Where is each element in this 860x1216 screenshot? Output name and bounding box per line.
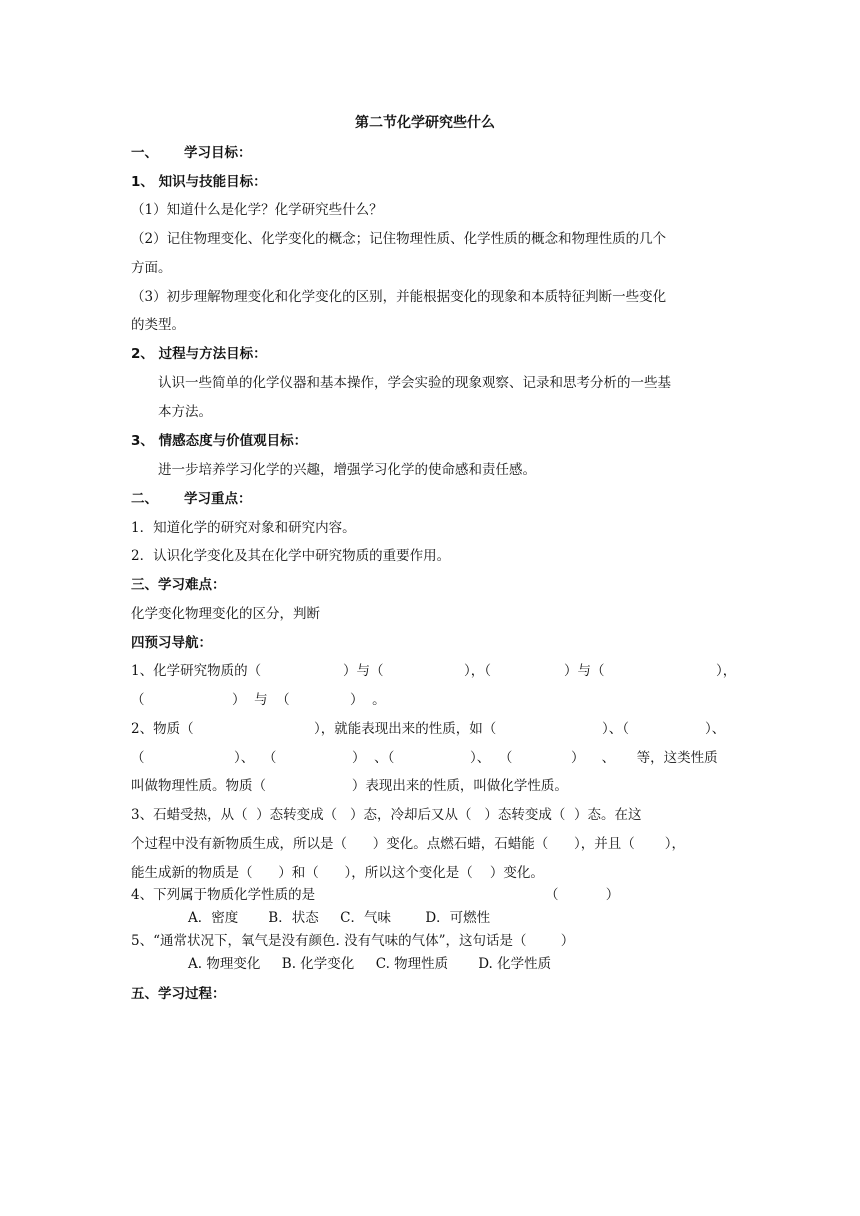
section-2-number: 二、 bbox=[131, 491, 158, 507]
q1-fragment: ），（ bbox=[464, 663, 491, 679]
q3-line: 能生成新的物质是（ ）和（ ），所以这个变化是（ ）变化。 bbox=[131, 865, 544, 881]
q1-fragment: ）与（ bbox=[564, 663, 605, 679]
objective-line: 的类型。 bbox=[131, 317, 185, 333]
q1-fragment: （ bbox=[131, 692, 145, 708]
q2-fragment: 叫做物理性质。物质（ ）表现出来的性质，叫做化学性质。 bbox=[131, 778, 568, 794]
q1-fragment: ）， bbox=[716, 663, 737, 679]
q1-fragment: ） 与 （ bbox=[232, 692, 290, 708]
objective-line: （2）记住物理变化、化学变化的概念；记住物理性质、化学性质的概念和物理性质的几个 bbox=[131, 231, 667, 247]
q2-fragment: ） 、 等，这类性质 bbox=[571, 750, 718, 766]
subsection-3-heading: 3、 情感态度与价值观目标： bbox=[131, 433, 308, 449]
section-5-heading: 五、学习过程： bbox=[131, 986, 226, 1002]
subsection-2-heading: 2、 过程与方法目标： bbox=[131, 346, 267, 362]
q4-answer-bracket: （ ） bbox=[545, 887, 620, 903]
q1-fragment: 1、化学研究物质的（ bbox=[131, 663, 262, 679]
objective-line: （3）初步理解物理变化和化学变化的区别，并能根据变化的现象和本质特征判断一些变化 bbox=[131, 289, 667, 305]
page-title: 第二节化学研究些什么 bbox=[355, 115, 495, 131]
process-method-line: 认识一些简单的化学仪器和基本操作，学会实验的现象观察、记录和思考分析的一些基 bbox=[158, 375, 671, 391]
q2-fragment: （ bbox=[131, 750, 145, 766]
q1-fragment: ）与（ bbox=[343, 663, 384, 679]
q2-fragment: ），就能表现出来的性质，如（ bbox=[314, 721, 497, 737]
attitude-line: 进一步培养学习化学的兴趣，增强学习化学的使命感和责任感。 bbox=[158, 462, 536, 478]
section-3-heading: 三、学习难点： bbox=[131, 577, 226, 593]
objective-line: （1）知道什么是化学？化学研究些什么？ bbox=[131, 202, 383, 218]
section-2-heading: 学习重点： bbox=[184, 491, 252, 507]
q2-fragment: ）、 bbox=[705, 721, 726, 737]
process-method-line: 本方法。 bbox=[158, 404, 212, 420]
q5-options: A. 物理变化 B. 化学变化 C. 物理性质 D. 化学性质 bbox=[188, 956, 552, 972]
section-4-heading: 四预习导航： bbox=[131, 635, 212, 651]
objective-line: 方面。 bbox=[131, 260, 172, 276]
q2-fragment: 2、物质（ bbox=[131, 721, 194, 737]
q3-line: 个过程中没有新物质生成，所以是（ ）变化。点燃石蜡，石蜡能（ ），并且（ ）， bbox=[131, 836, 686, 852]
q4-options: A．密度 B．状态 C．气味 D．可燃性 bbox=[188, 910, 491, 926]
key-point-item: 1．知道化学的研究对象和研究内容。 bbox=[131, 520, 356, 536]
q2-fragment: ）、 （ bbox=[234, 750, 277, 766]
subsection-1-heading: 1、 知识与技能目标： bbox=[131, 174, 267, 190]
section-1-heading: 学习目标： bbox=[184, 145, 252, 161]
q1-fragment: ） 。 bbox=[350, 692, 386, 708]
q2-fragment: ） 、（ bbox=[352, 750, 395, 766]
difficulty-text: 化学变化物理变化的区分，判断 bbox=[131, 606, 320, 622]
key-point-item: 2．认识化学变化及其在化学中研究物质的重要作用。 bbox=[131, 548, 451, 564]
q4-stem: 4、下列属于物质化学性质的是 bbox=[131, 887, 316, 903]
q2-fragment: ）、（ bbox=[602, 721, 629, 737]
q5-stem: 5、“通常状况下，氧气是没有颜色. 没有气味的气体”，这句话是（ ） bbox=[131, 933, 575, 949]
q2-fragment: ）、 （ bbox=[470, 750, 513, 766]
section-1-number: 一、 bbox=[131, 145, 158, 161]
q3-line: 3、石蜡受热，从（ ）态转变成（ ）态，冷却后又从（ ）态转变成（ ）态。在这 bbox=[131, 807, 642, 823]
